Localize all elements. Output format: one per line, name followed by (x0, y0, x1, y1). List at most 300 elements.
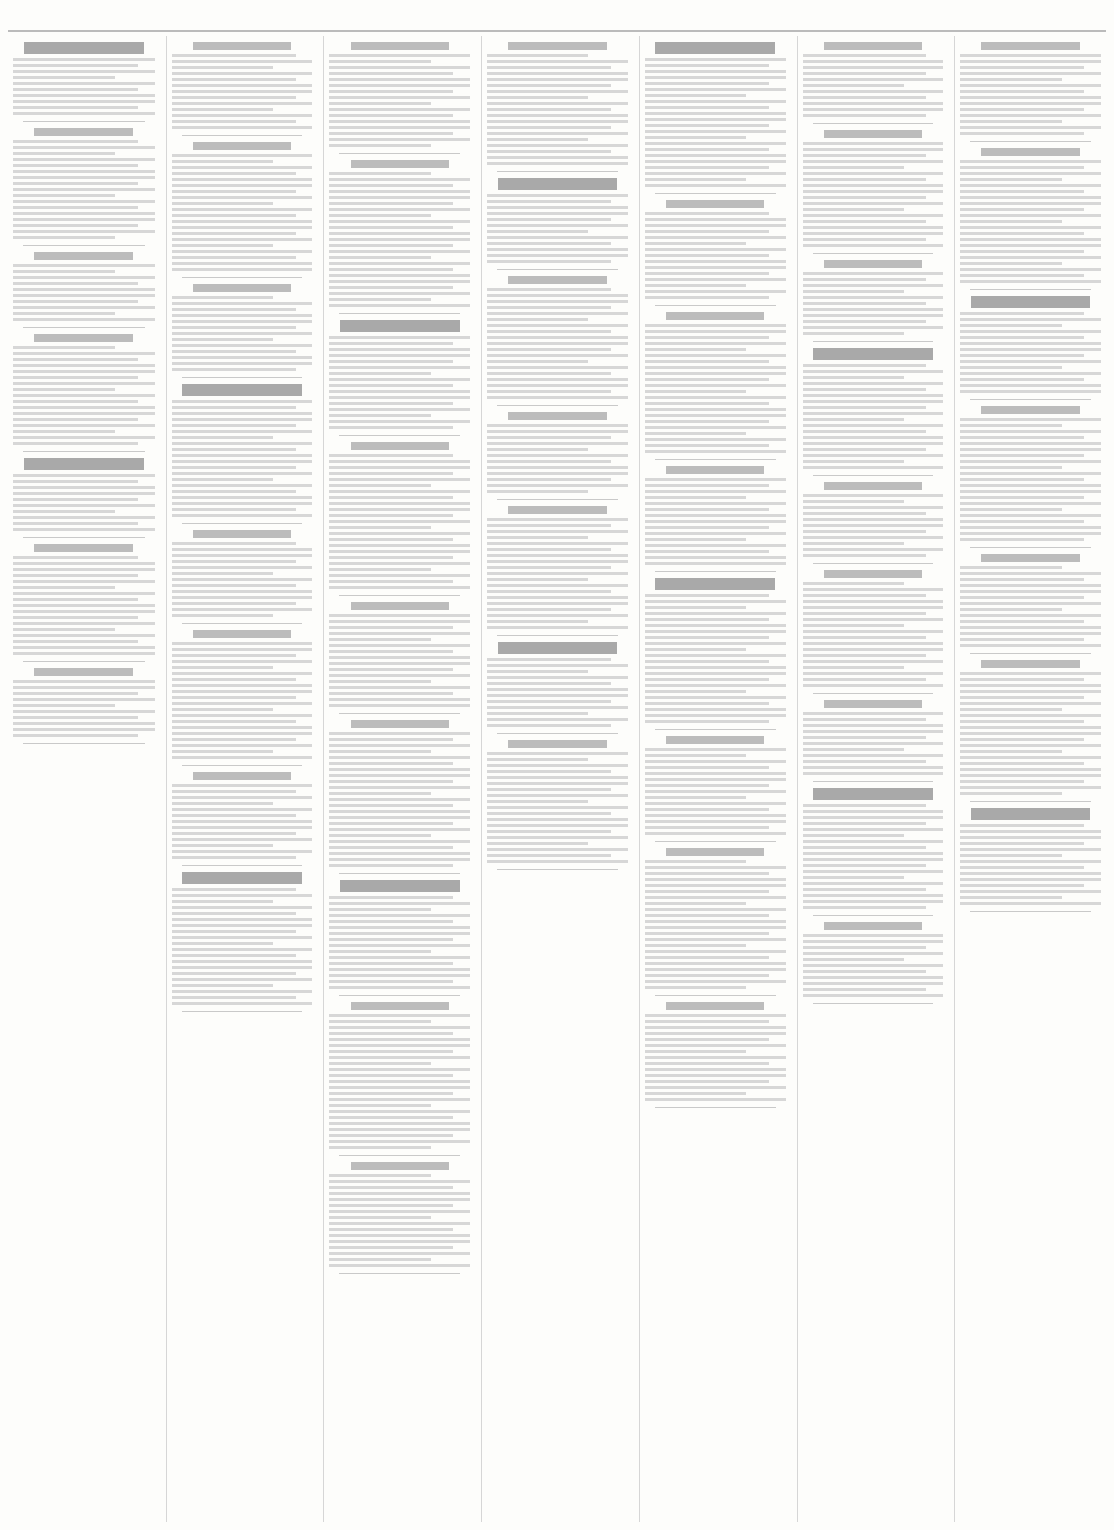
text-block (172, 772, 313, 866)
text-line-placeholder (329, 692, 453, 695)
text-line-placeholder (487, 342, 628, 345)
text-line-placeholder (803, 466, 944, 469)
text-line-placeholder (645, 630, 786, 633)
text-line-placeholder (803, 108, 944, 111)
text-line-placeholder (803, 196, 927, 199)
text-line-placeholder (803, 858, 944, 861)
text-line-placeholder (960, 268, 1101, 271)
text-line-placeholder (13, 610, 155, 613)
text-line-placeholder (13, 412, 155, 415)
text-line-placeholder (329, 132, 453, 135)
text-line-placeholder (172, 750, 273, 753)
text-line-placeholder (172, 326, 296, 329)
text-line-placeholder (172, 990, 313, 993)
text-line-placeholder (13, 698, 155, 701)
text-line-placeholder (13, 288, 155, 291)
text-line-placeholder (13, 82, 155, 85)
text-line-placeholder (645, 354, 786, 357)
text-line-placeholder (803, 864, 927, 867)
text-block (13, 668, 155, 744)
text-line-placeholder (172, 232, 296, 235)
text-line-placeholder (329, 372, 430, 375)
text-line-placeholder (13, 474, 155, 477)
text-line-placeholder (13, 734, 138, 737)
text-line-placeholder (960, 418, 1101, 421)
heading-placeholder (24, 458, 144, 470)
text-line-placeholder (329, 256, 430, 259)
text-line-placeholder (645, 166, 769, 169)
text-line-placeholder (960, 208, 1084, 211)
text-line-placeholder (487, 836, 628, 839)
text-line-placeholder (172, 814, 296, 817)
text-line-placeholder (960, 348, 1101, 351)
text-line-placeholder (172, 954, 296, 957)
text-line-placeholder (329, 220, 470, 223)
text-line-placeholder (960, 780, 1084, 783)
text-block (645, 578, 786, 730)
text-line-placeholder (960, 178, 1061, 181)
text-line-placeholder (960, 166, 1084, 169)
text-line-placeholder (329, 986, 470, 989)
text-line-placeholder (329, 138, 470, 141)
text-line-placeholder (960, 114, 1101, 117)
text-line-placeholder (645, 450, 786, 453)
text-line-placeholder (645, 714, 786, 717)
text-line-placeholder (487, 324, 628, 327)
text-line-placeholder (487, 206, 628, 209)
text-line-placeholder (803, 958, 904, 961)
text-line-placeholder (487, 230, 588, 233)
text-line-placeholder (803, 244, 944, 247)
text-line-placeholder (172, 54, 296, 57)
text-line-placeholder (487, 490, 588, 493)
text-line-placeholder (487, 54, 588, 57)
text-line-placeholder (487, 108, 611, 111)
text-line-placeholder (172, 820, 313, 823)
text-line-placeholder (487, 530, 628, 533)
text-line-placeholder (645, 1044, 786, 1047)
text-line-placeholder (487, 454, 628, 457)
section-divider (813, 341, 934, 342)
text-line-placeholder (172, 368, 296, 371)
text-line-placeholder (172, 296, 273, 299)
text-block (803, 130, 944, 254)
text-block (960, 148, 1101, 290)
text-line-placeholder (13, 498, 138, 501)
text-line-placeholder (13, 382, 155, 385)
text-line-placeholder (960, 342, 1101, 345)
heading-placeholder (24, 42, 144, 54)
text-line-placeholder (487, 782, 628, 785)
text-line-placeholder (172, 1002, 313, 1005)
text-line-placeholder (645, 178, 746, 181)
text-line-placeholder (329, 78, 470, 81)
text-line-placeholder (803, 284, 944, 287)
text-line-placeholder (803, 512, 927, 515)
heading-placeholder (351, 1002, 450, 1010)
section-divider (813, 915, 934, 916)
text-line-placeholder (960, 436, 1084, 439)
text-line-placeholder (645, 58, 786, 61)
text-line-placeholder (803, 332, 904, 335)
text-line-placeholder (803, 500, 904, 503)
text-line-placeholder (645, 696, 786, 699)
text-line-placeholder (960, 884, 1084, 887)
text-line-placeholder (172, 78, 296, 81)
heading-placeholder (971, 808, 1091, 820)
text-line-placeholder (645, 266, 786, 269)
text-line-placeholder (487, 66, 611, 69)
text-line-placeholder (803, 636, 927, 639)
text-line-placeholder (487, 318, 588, 321)
text-line-placeholder (960, 696, 1084, 699)
text-line-placeholder (329, 544, 470, 547)
text-line-placeholder (172, 160, 273, 163)
text-line-placeholder (803, 834, 904, 837)
text-line-placeholder (172, 744, 313, 747)
text-line-placeholder (13, 442, 138, 445)
text-line-placeholder (487, 830, 611, 833)
text-line-placeholder (329, 858, 470, 861)
text-line-placeholder (960, 108, 1084, 111)
text-line-placeholder (803, 678, 927, 681)
text-line-placeholder (487, 396, 628, 399)
text-line-placeholder (487, 590, 611, 593)
text-line-placeholder (172, 996, 296, 999)
text-line-placeholder (645, 814, 786, 817)
text-line-placeholder (13, 200, 155, 203)
text-line-placeholder (172, 808, 313, 811)
text-line-placeholder (960, 614, 1101, 617)
text-line-placeholder (645, 390, 746, 393)
section-divider (339, 995, 460, 996)
text-line-placeholder (645, 496, 746, 499)
text-line-placeholder (960, 448, 1101, 451)
text-line-placeholder (172, 948, 313, 951)
text-line-placeholder (487, 288, 611, 291)
text-line-placeholder (960, 484, 1101, 487)
text-line-placeholder (13, 388, 115, 391)
text-line-placeholder (960, 572, 1101, 575)
heading-placeholder (351, 720, 450, 728)
text-line-placeholder (13, 364, 155, 367)
text-line-placeholder (13, 300, 138, 303)
section-divider (813, 475, 934, 476)
text-line-placeholder (645, 1068, 786, 1071)
text-line-placeholder (645, 790, 786, 793)
text-line-placeholder (329, 396, 470, 399)
text-line-placeholder (645, 926, 786, 929)
text-line-placeholder (172, 966, 313, 969)
text-block (329, 720, 470, 874)
text-line-placeholder (960, 786, 1101, 789)
text-line-placeholder (329, 792, 430, 795)
section-divider (497, 171, 618, 172)
text-line-placeholder (172, 320, 313, 323)
text-line-placeholder (645, 956, 769, 959)
text-line-placeholder (329, 1246, 453, 1249)
text-line-placeholder (172, 496, 313, 499)
text-line-placeholder (13, 312, 115, 315)
section-divider (497, 269, 618, 270)
text-line-placeholder (487, 596, 628, 599)
text-line-placeholder (487, 254, 628, 257)
text-line-placeholder (13, 704, 115, 707)
text-line-placeholder (172, 430, 313, 433)
text-line-placeholder (329, 956, 470, 959)
heading-placeholder (351, 1162, 450, 1170)
text-line-placeholder (803, 290, 904, 293)
text-line-placeholder (645, 1062, 769, 1065)
text-line-placeholder (803, 554, 927, 557)
text-line-placeholder (172, 484, 313, 487)
text-line-placeholder (803, 154, 927, 157)
text-line-placeholder (172, 90, 313, 93)
heading-placeholder (813, 348, 933, 360)
heading-placeholder (666, 312, 765, 320)
text-line-placeholder (803, 684, 944, 687)
text-block (960, 296, 1101, 400)
text-line-placeholder (329, 384, 453, 387)
text-line-placeholder (329, 686, 470, 689)
text-line-placeholder (13, 652, 155, 655)
text-block (487, 178, 628, 270)
column-4 (481, 36, 633, 1522)
text-block (172, 630, 313, 766)
text-line-placeholder (645, 654, 786, 657)
text-block (13, 42, 155, 122)
text-line-placeholder (329, 1104, 430, 1107)
text-line-placeholder (803, 388, 927, 391)
text-line-placeholder (645, 218, 786, 221)
text-line-placeholder (329, 656, 470, 659)
text-line-placeholder (803, 970, 927, 973)
text-line-placeholder (645, 550, 769, 553)
text-line-placeholder (13, 686, 155, 689)
column-2 (166, 36, 318, 1522)
text-line-placeholder (13, 170, 155, 173)
text-line-placeholder (329, 378, 470, 381)
heading-placeholder (193, 284, 292, 292)
text-line-placeholder (172, 906, 313, 909)
text-line-placeholder (487, 706, 628, 709)
text-line-placeholder (329, 1068, 470, 1071)
text-block (172, 284, 313, 378)
text-line-placeholder (960, 330, 1101, 333)
masthead (0, 0, 1114, 34)
text-line-placeholder (960, 214, 1101, 217)
text-line-placeholder (13, 528, 155, 531)
text-line-placeholder (487, 312, 628, 315)
text-line-placeholder (645, 224, 786, 227)
text-line-placeholder (13, 616, 138, 619)
text-line-placeholder (803, 400, 944, 403)
text-line-placeholder (487, 120, 628, 123)
text-line-placeholder (645, 112, 786, 115)
text-line-placeholder (487, 818, 628, 821)
text-block (487, 412, 628, 500)
section-divider (23, 327, 145, 328)
text-line-placeholder (960, 66, 1084, 69)
text-line-placeholder (960, 762, 1084, 765)
text-line-placeholder (803, 364, 927, 367)
text-line-placeholder (329, 1192, 470, 1195)
text-line-placeholder (329, 454, 453, 457)
text-line-placeholder (329, 786, 470, 789)
text-line-placeholder (960, 84, 1101, 87)
text-line-placeholder (329, 232, 470, 235)
heading-placeholder (193, 530, 292, 538)
text-line-placeholder (645, 284, 746, 287)
text-line-placeholder (487, 764, 628, 767)
text-block (960, 406, 1101, 548)
text-line-placeholder (172, 726, 313, 729)
text-line-placeholder (960, 792, 1061, 795)
heading-placeholder (981, 148, 1079, 156)
text-line-placeholder (803, 220, 927, 223)
text-line-placeholder (487, 608, 611, 611)
text-line-placeholder (803, 660, 944, 663)
heading-placeholder (508, 740, 606, 748)
text-line-placeholder (172, 478, 273, 481)
section-divider (182, 865, 303, 866)
text-line-placeholder (172, 178, 313, 181)
text-line-placeholder (487, 770, 611, 773)
text-line-placeholder (329, 614, 470, 617)
section-divider (970, 399, 1091, 400)
text-block (803, 260, 944, 342)
text-line-placeholder (645, 1074, 786, 1077)
text-block (172, 384, 313, 524)
text-line-placeholder (329, 466, 470, 469)
text-line-placeholder (803, 618, 944, 621)
text-line-placeholder (645, 324, 786, 327)
text-line-placeholder (645, 872, 769, 875)
heading-placeholder (351, 602, 450, 610)
text-line-placeholder (487, 436, 611, 439)
text-line-placeholder (329, 1062, 430, 1065)
text-line-placeholder (329, 650, 453, 653)
text-line-placeholder (645, 432, 746, 435)
text-line-placeholder (172, 696, 296, 699)
text-line-placeholder (13, 112, 155, 115)
heading-placeholder (193, 772, 292, 780)
section-divider (655, 729, 776, 730)
text-line-placeholder (329, 674, 470, 677)
text-line-placeholder (329, 1020, 430, 1023)
text-line-placeholder (960, 478, 1084, 481)
text-line-placeholder (960, 384, 1101, 387)
text-line-placeholder (487, 578, 588, 581)
text-line-placeholder (329, 460, 470, 463)
text-line-placeholder (487, 688, 628, 691)
text-line-placeholder (487, 658, 611, 661)
text-block (172, 530, 313, 624)
text-line-placeholder (13, 728, 155, 731)
text-line-placeholder (329, 514, 453, 517)
text-line-placeholder (172, 442, 313, 445)
text-line-placeholder (329, 408, 470, 411)
text-line-placeholder (960, 644, 1101, 647)
text-line-placeholder (645, 76, 786, 79)
text-line-placeholder (803, 612, 927, 615)
text-line-placeholder (960, 774, 1101, 777)
text-line-placeholder (960, 490, 1101, 493)
text-line-placeholder (803, 226, 944, 229)
section-divider (497, 405, 618, 406)
text-line-placeholder (645, 490, 786, 493)
text-block (803, 482, 944, 564)
text-line-placeholder (172, 108, 273, 111)
section-divider (813, 1003, 934, 1004)
text-line-placeholder (487, 700, 611, 703)
text-line-placeholder (172, 578, 313, 581)
text-line-placeholder (329, 250, 470, 253)
text-line-placeholder (329, 816, 470, 819)
text-line-placeholder (13, 146, 155, 149)
heading-placeholder (971, 296, 1091, 308)
text-line-placeholder (487, 472, 628, 475)
text-line-placeholder (487, 144, 628, 147)
section-divider (813, 123, 934, 124)
text-line-placeholder (172, 790, 296, 793)
text-line-placeholder (803, 454, 944, 457)
text-line-placeholder (645, 624, 786, 627)
text-line-placeholder (803, 852, 944, 855)
text-line-placeholder (803, 184, 944, 187)
newspaper-columns (8, 36, 1106, 1522)
text-line-placeholder (487, 718, 628, 721)
text-line-placeholder (172, 250, 313, 253)
text-line-placeholder (960, 684, 1101, 687)
text-line-placeholder (645, 272, 769, 275)
text-line-placeholder (172, 508, 296, 511)
text-line-placeholder (329, 84, 470, 87)
text-line-placeholder (329, 226, 453, 229)
text-line-placeholder (487, 676, 628, 679)
text-line-placeholder (13, 568, 155, 571)
text-line-placeholder (645, 172, 786, 175)
text-line-placeholder (329, 390, 470, 393)
heading-placeholder (981, 406, 1079, 414)
text-line-placeholder (645, 562, 786, 565)
text-line-placeholder (329, 828, 470, 831)
text-line-placeholder (329, 1258, 430, 1261)
text-line-placeholder (329, 962, 453, 965)
text-line-placeholder (329, 1180, 470, 1183)
text-line-placeholder (803, 536, 944, 539)
section-divider (813, 781, 934, 782)
text-line-placeholder (13, 400, 138, 403)
text-line-placeholder (645, 684, 786, 687)
text-line-placeholder (172, 208, 313, 211)
text-line-placeholder (960, 860, 1101, 863)
text-line-placeholder (960, 830, 1101, 833)
text-line-placeholder (803, 816, 944, 819)
text-line-placeholder (645, 1026, 786, 1029)
text-line-placeholder (13, 70, 155, 73)
heading-placeholder (666, 848, 765, 856)
text-line-placeholder (329, 638, 430, 641)
text-line-placeholder (645, 666, 786, 669)
text-line-placeholder (803, 96, 927, 99)
text-line-placeholder (13, 294, 155, 297)
text-line-placeholder (960, 78, 1061, 81)
text-line-placeholder (645, 532, 786, 535)
text-line-placeholder (803, 988, 927, 991)
text-line-placeholder (803, 190, 944, 193)
text-line-placeholder (329, 580, 453, 583)
